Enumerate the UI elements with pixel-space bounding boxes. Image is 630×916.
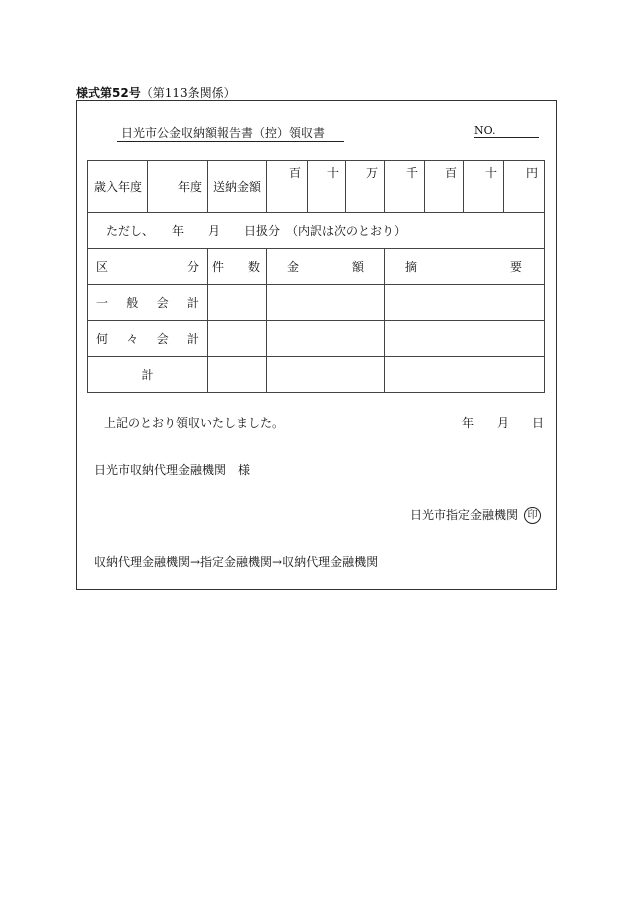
- column-header-row: [88, 249, 545, 285]
- addressee: 日光市収納代理金融機関 様: [94, 463, 251, 477]
- digit-unit: 千: [385, 161, 425, 213]
- remarks-cell[interactable]: [385, 285, 545, 321]
- remittance-amount-label: 送納金額: [208, 161, 267, 213]
- receipt-date: 年 月 日: [462, 416, 544, 430]
- digit-unit: 円: [504, 161, 545, 213]
- amount-header: 金 額: [267, 249, 385, 285]
- count-cell[interactable]: [208, 357, 267, 393]
- designated-bank-name: 日光市指定金融機関: [409, 508, 518, 522]
- fiscal-year-label: 歳入年度: [88, 161, 148, 213]
- digit-unit: 十: [464, 161, 504, 213]
- remarks-cell[interactable]: [385, 321, 545, 357]
- routing-flow: 収納代理金融機関→指定金融機関→収納代理金融機関: [94, 555, 379, 569]
- document-number-field: NO.: [474, 124, 539, 138]
- proviso-text: ただし、 年 月 日扱分 （内訳は次のとおり）: [88, 213, 545, 249]
- form-label: [76, 84, 236, 101]
- general-account-label: 一 般 会 計: [88, 285, 208, 321]
- digit-unit: 百: [267, 161, 308, 213]
- seal-icon: 印: [524, 507, 541, 524]
- amount-cell[interactable]: [267, 357, 385, 393]
- remarks-cell[interactable]: [385, 357, 545, 393]
- remittance-row: [88, 161, 545, 213]
- remarks-header: 摘 要: [385, 249, 545, 285]
- amount-cell[interactable]: [267, 321, 385, 357]
- other-account-label: 何 々 会 計: [88, 321, 208, 357]
- amount-cell[interactable]: [267, 285, 385, 321]
- count-cell[interactable]: [208, 321, 267, 357]
- receipt-table: [87, 160, 545, 393]
- total-label: 計: [88, 357, 208, 393]
- proviso-row: [88, 213, 545, 249]
- receipt-statement: 上記のとおり領収いたしました。: [104, 416, 285, 430]
- category-header: 区 分: [88, 249, 208, 285]
- article-reference: （第113条関係）: [140, 86, 236, 100]
- digit-unit: 十: [308, 161, 346, 213]
- count-cell[interactable]: [208, 285, 267, 321]
- digit-unit: 万: [346, 161, 385, 213]
- year-label: 年度: [148, 161, 208, 213]
- count-header: 件 数: [208, 249, 267, 285]
- total-row: [88, 357, 545, 393]
- document-title: 日光市公金収納額報告書（控）領収書: [117, 124, 344, 142]
- designated-bank-block: [410, 506, 541, 524]
- digit-unit: 百: [425, 161, 464, 213]
- table-row: [88, 285, 545, 321]
- table-row: [88, 321, 545, 357]
- form-number: 様式第52号: [76, 86, 141, 100]
